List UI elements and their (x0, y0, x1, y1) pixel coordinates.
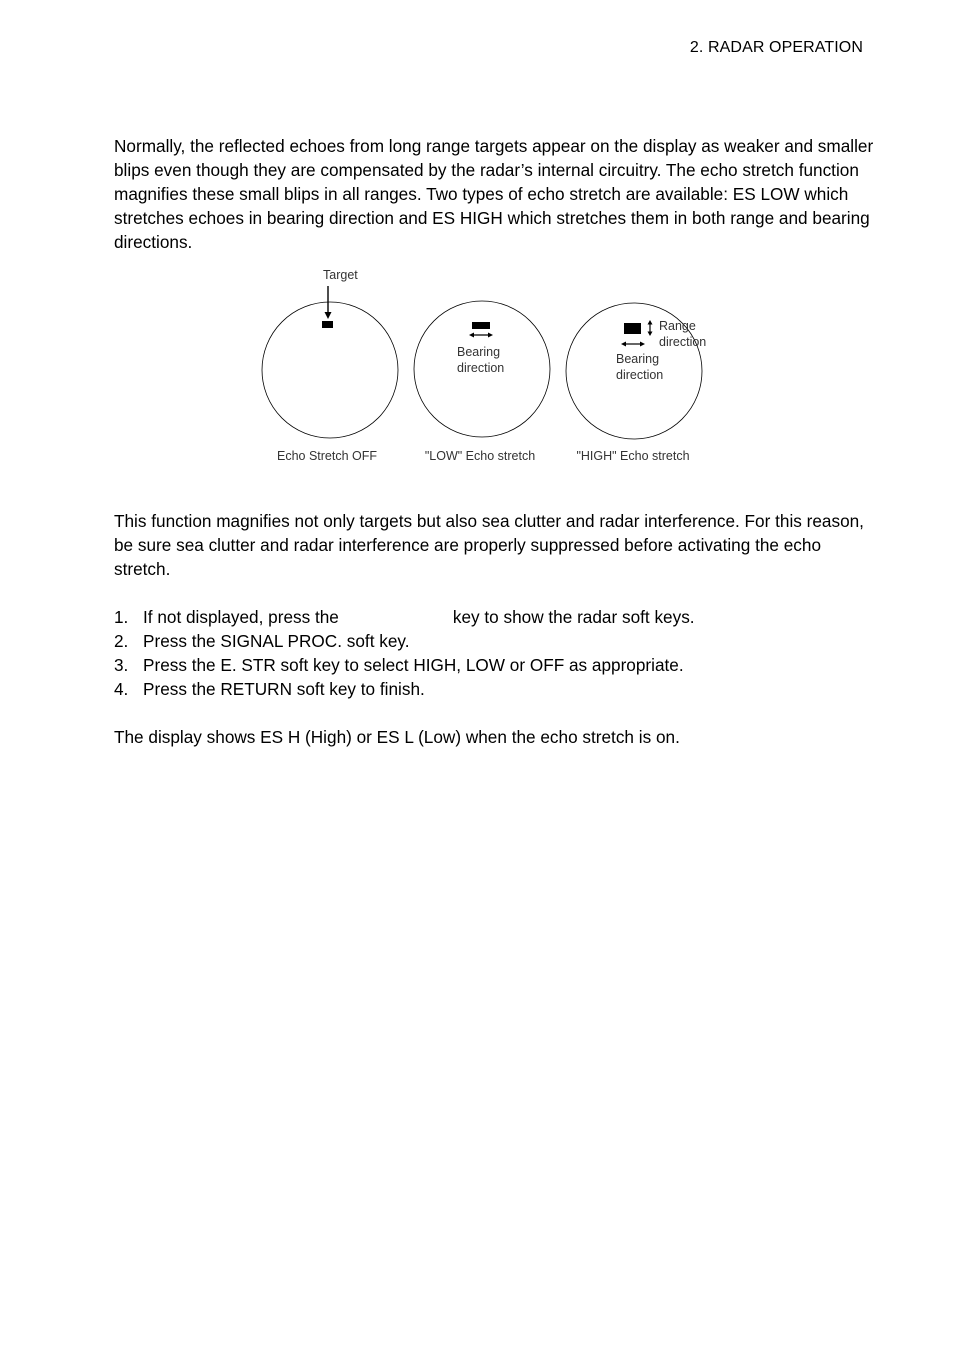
echo-stretch-figure (250, 262, 720, 472)
step-number: 1. (114, 607, 129, 627)
echo-stretch-diagram (250, 262, 720, 472)
panel-low (414, 301, 550, 463)
result-paragraph: The display shows ES H (High) or ES L (Low) when the echo stretch is on. (114, 727, 680, 747)
step-item (114, 653, 874, 677)
bearing-label-high-1: Bearing (616, 352, 660, 366)
step-number: 2. (114, 631, 129, 651)
panel-high (566, 303, 706, 463)
page-header: 2. RADAR OPERATION (689, 39, 863, 56)
bearing-label-low-2: direction (457, 361, 505, 375)
target-arrow-head (325, 312, 332, 319)
caution-paragraph: This function magnifies not only targets but also sea clutter and radar interference. For this reason, be sure sea clutter and radar interference are properly suppressed before activating the echo stretch. (114, 511, 864, 579)
target-blip-high (624, 323, 641, 334)
step-text: Press the SIGNAL PROC. soft key. (143, 631, 410, 651)
range-label-1: Range (659, 319, 696, 333)
range-arrow-high-bottom (648, 332, 653, 337)
target-label: Target (323, 268, 358, 282)
bearing-arrow-high-left (621, 342, 626, 347)
bearing-arrow-low-right (488, 333, 493, 338)
step-item (114, 605, 874, 629)
step-item (114, 629, 874, 653)
step-text-after: key to show the radar soft keys. (452, 607, 695, 627)
panel-off (262, 268, 398, 463)
procedure-steps (114, 605, 874, 701)
caption-off: Echo Stretch OFF (276, 449, 378, 463)
caption-high: "HIGH" Echo stretch (576, 449, 690, 463)
bearing-arrow-low-left (469, 333, 474, 338)
target-blip-off (322, 321, 333, 328)
range-arrow-high-top (648, 320, 653, 325)
step-item (114, 677, 874, 701)
intro-paragraph: Normally, the reflected echoes from long range targets appear on the display as weaker and smaller blips even though they are compensated by the radar’s internal circuitry. The echo stretch function magnifies these small blips in all ranges. Two types of echo stretch are available: ES LOW which stretches echoes in bearing direction and ES HIGH which stretches them in both range and bearing directions. (114, 136, 874, 252)
step-text-before: If not displayed, press the (143, 607, 339, 627)
bearing-label-high-2: direction (616, 368, 664, 382)
range-label-2: direction (659, 335, 707, 349)
bearing-label-low-1: Bearing (457, 345, 501, 359)
step-text: Press the E. STR soft key to select HIGH, LOW or OFF as appropriate. (143, 655, 684, 675)
target-blip-low (472, 322, 490, 329)
bearing-arrow-high-right (640, 342, 645, 347)
step-number: 4. (114, 679, 129, 699)
step-number: 3. (114, 655, 129, 675)
caption-low: "LOW" Echo stretch (424, 449, 536, 463)
step-text: Press the RETURN soft key to finish. (143, 679, 425, 699)
